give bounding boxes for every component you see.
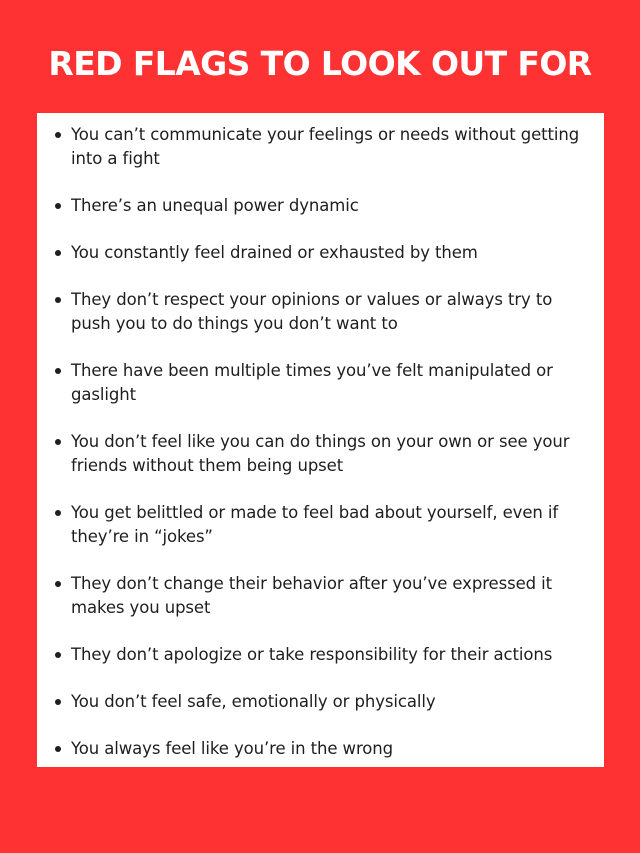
list-item — [71, 501, 580, 549]
bullet-icon — [55, 652, 61, 658]
list-item-text: There have been multiple times you’ve felt manipulated or gaslight — [71, 361, 553, 404]
bullet-icon — [55, 132, 61, 138]
bullet-icon — [55, 510, 61, 516]
list-item-text: You don’t feel like you can do things on your own or see your friends without them being upset — [71, 432, 570, 475]
list-item-text: They don’t respect your opinions or values or always try to push you to do things you don’t want to — [71, 290, 553, 333]
bullet-icon — [55, 250, 61, 256]
list-item-text: You get belittled or made to feel bad about yourself, even if they’re in “jokes” — [71, 503, 559, 546]
bullet-icon — [55, 581, 61, 587]
bullet-icon — [55, 203, 61, 209]
list-item-text: They don’t apologize or take responsibility for their actions — [71, 645, 553, 664]
list-item — [71, 241, 580, 265]
red-flags-list — [71, 123, 580, 761]
list-item — [71, 643, 580, 667]
list-item — [71, 690, 580, 714]
page-title: RED FLAGS TO LOOK OUT FOR — [48, 44, 592, 83]
list-item — [71, 194, 580, 218]
list-item-text: You can’t communicate your feelings or needs without getting into a fight — [71, 125, 580, 168]
red-flags-card — [37, 113, 604, 767]
list-item — [71, 123, 580, 171]
list-item-text: You always feel like you’re in the wrong — [71, 739, 393, 758]
bullet-icon — [55, 297, 61, 303]
list-item-text: There’s an unequal power dynamic — [71, 196, 359, 215]
bullet-icon — [55, 699, 61, 705]
bullet-icon — [55, 439, 61, 445]
list-item-text: They don’t change their behavior after you’ve expressed it makes you upset — [71, 574, 552, 617]
list-item — [71, 430, 580, 478]
list-item — [71, 359, 580, 407]
list-item — [71, 737, 580, 761]
list-item-text: You constantly feel drained or exhausted by them — [71, 243, 478, 262]
list-item — [71, 288, 580, 336]
bullet-icon — [55, 746, 61, 752]
list-item — [71, 572, 580, 620]
list-item-text: You don’t feel safe, emotionally or physically — [71, 692, 436, 711]
bullet-icon — [55, 368, 61, 374]
